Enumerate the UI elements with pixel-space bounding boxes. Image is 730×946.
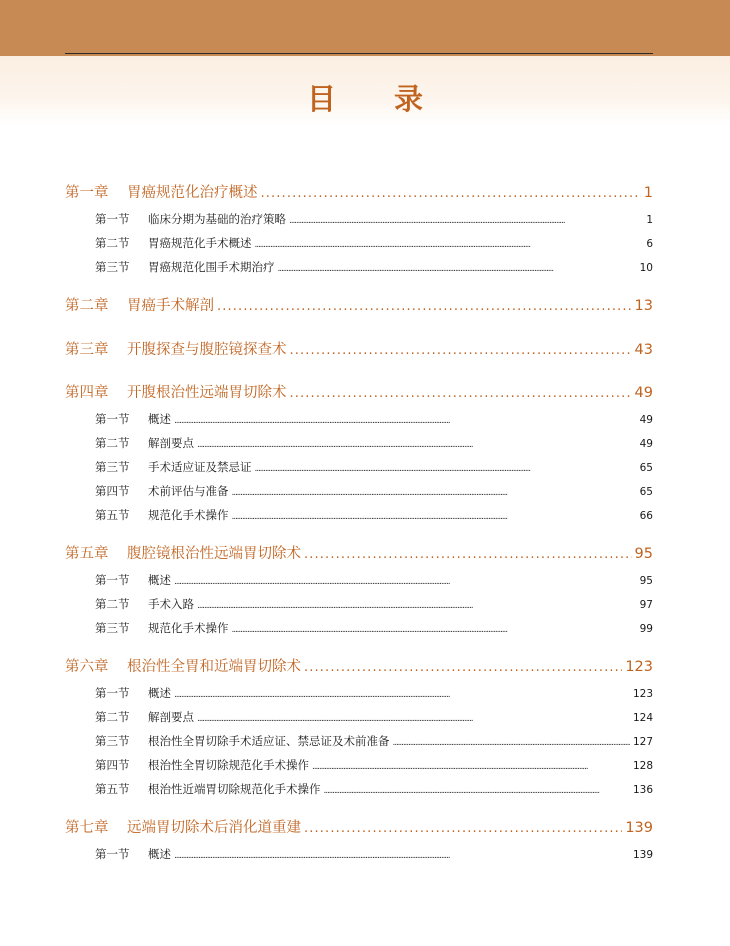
page-title: 目 录: [306, 82, 448, 116]
chapter-number: 第二章: [65, 298, 109, 314]
toc-section-entry[interactable]: [95, 733, 653, 749]
toc-section-entry[interactable]: [95, 596, 653, 612]
section-title: 手术适应证及禁忌证: [148, 460, 252, 474]
toc-section-entry[interactable]: [95, 781, 653, 797]
dot-leader: [304, 660, 622, 675]
dot-leader: [261, 186, 641, 201]
dot-leader: [289, 216, 643, 226]
page-number: 65: [639, 486, 653, 498]
toc-section-entry[interactable]: [95, 411, 653, 427]
page-number: 43: [634, 342, 653, 358]
toc-section-entry[interactable]: [95, 459, 653, 475]
section-number: 第四节: [95, 484, 130, 498]
toc-section-entry[interactable]: [95, 507, 653, 523]
page-number: 139: [632, 849, 653, 861]
chapter-title: 腹腔镜根治性远端胃切除术: [127, 546, 301, 562]
section-number: 第五节: [95, 508, 130, 522]
page-number: 1: [646, 214, 653, 226]
section-title: 手术入路: [148, 597, 194, 611]
page-number: 128: [632, 760, 653, 772]
section-title: 根治性全胃切除规范化手术操作: [148, 758, 309, 772]
chapter-title: 胃癌规范化治疗概述: [127, 185, 258, 201]
dot-leader: [174, 690, 630, 700]
section-number: 第三节: [95, 734, 130, 748]
page-number: 95: [639, 575, 653, 587]
page-number: 13: [634, 298, 653, 314]
dot-leader: [232, 488, 637, 498]
page-number: 6: [646, 238, 653, 250]
toc-section-entry[interactable]: [95, 235, 653, 251]
chapter-number: 第七章: [65, 820, 109, 836]
section-number: 第三节: [95, 460, 130, 474]
section-number: 第一节: [95, 847, 130, 861]
chapter-number: 第六章: [65, 659, 109, 675]
section-title: 概述: [148, 412, 171, 426]
page-number: 1: [643, 185, 653, 201]
header-band: [0, 0, 730, 56]
dot-leader: [174, 577, 637, 587]
dot-leader: [304, 821, 622, 836]
section-title: 根治性近端胃切除规范化手术操作: [148, 782, 321, 796]
dot-leader: [232, 625, 637, 635]
section-number: 第二节: [95, 710, 130, 724]
page-number: 95: [634, 546, 653, 562]
section-title: 解剖要点: [148, 710, 194, 724]
page-number: 123: [632, 688, 653, 700]
dot-leader: [290, 343, 632, 358]
toc-section-entry[interactable]: [95, 685, 653, 701]
dot-leader: [324, 786, 630, 796]
header-rule: [65, 53, 653, 54]
dot-leader: [197, 714, 630, 724]
section-number: 第一节: [95, 212, 130, 226]
section-number: 第二节: [95, 436, 130, 450]
section-number: 第五节: [95, 782, 130, 796]
dot-leader: [174, 416, 637, 426]
toc-section-entry[interactable]: [95, 572, 653, 588]
chapter-title: 根治性全胃和近端胃切除术: [127, 659, 301, 675]
page-number: 49: [634, 385, 653, 401]
dot-leader: [255, 464, 637, 474]
toc-section-entry[interactable]: [95, 709, 653, 725]
toc-section-entry[interactable]: [95, 620, 653, 636]
dot-leader: [290, 386, 632, 401]
section-number: 第三节: [95, 260, 130, 274]
dot-leader: [278, 264, 637, 274]
toc-chapter-entry[interactable]: [65, 816, 653, 836]
chapter-number: 第一章: [65, 185, 109, 201]
section-number: 第四节: [95, 758, 130, 772]
toc-chapter-entry[interactable]: [65, 338, 653, 358]
page-number: 99: [639, 623, 653, 635]
section-title: 规范化手术操作: [148, 621, 229, 635]
toc-section-entry[interactable]: [95, 435, 653, 451]
page-number: 10: [639, 262, 653, 274]
page-number: 66: [639, 510, 653, 522]
page-number: 136: [632, 784, 653, 796]
chapter-number: 第五章: [65, 546, 109, 562]
page-number: 139: [625, 820, 653, 836]
chapter-title: 远端胃切除术后消化道重建: [127, 820, 301, 836]
dot-leader: [174, 851, 630, 861]
chapter-number: 第四章: [65, 385, 109, 401]
dot-leader: [232, 512, 637, 522]
page-number: 97: [639, 599, 653, 611]
toc-chapter-entry[interactable]: [65, 294, 653, 314]
section-number: 第三节: [95, 621, 130, 635]
toc-section-entry[interactable]: [95, 211, 653, 227]
dot-leader: [304, 547, 632, 562]
dot-leader: [312, 762, 630, 772]
section-title: 术前评估与准备: [148, 484, 229, 498]
toc-chapter-entry[interactable]: [65, 381, 653, 401]
toc-chapter-entry[interactable]: [65, 181, 653, 201]
page-number: 123: [625, 659, 653, 675]
dot-leader: [197, 601, 637, 611]
section-title: 根治性全胃切除手术适应证、禁忌证及术前准备: [148, 734, 390, 748]
chapter-number: 第三章: [65, 342, 109, 358]
section-number: 第二节: [95, 236, 130, 250]
dot-leader: [255, 240, 644, 250]
section-title: 概述: [148, 847, 171, 861]
toc-section-entry[interactable]: [95, 259, 653, 275]
section-title: 临床分期为基础的治疗策略: [148, 212, 286, 226]
toc-section-entry[interactable]: [95, 846, 653, 862]
section-number: 第二节: [95, 597, 130, 611]
section-title: 解剖要点: [148, 436, 194, 450]
chapter-title: 开腹探查与腹腔镜探查术: [127, 342, 287, 358]
dot-leader: [393, 738, 630, 748]
page-number: 124: [632, 712, 653, 724]
page-number: 127: [632, 736, 653, 748]
section-title: 概述: [148, 686, 171, 700]
section-title: 胃癌规范化围手术期治疗: [148, 260, 275, 274]
toc-chapter-entry[interactable]: [65, 542, 653, 562]
chapter-title: 开腹根治性远端胃切除术: [127, 385, 287, 401]
dot-leader: [217, 299, 632, 314]
section-number: 第一节: [95, 686, 130, 700]
page-number: 65: [639, 462, 653, 474]
section-title: 概述: [148, 573, 171, 587]
section-title: 胃癌规范化手术概述: [148, 236, 252, 250]
toc-chapter-entry[interactable]: [65, 655, 653, 675]
section-number: 第一节: [95, 412, 130, 426]
page-number: 49: [639, 414, 653, 426]
toc-section-entry[interactable]: [95, 757, 653, 773]
chapter-title: 胃癌手术解剖: [127, 298, 214, 314]
section-number: 第一节: [95, 573, 130, 587]
page-number: 49: [639, 438, 653, 450]
toc-section-entry[interactable]: [95, 483, 653, 499]
section-title: 规范化手术操作: [148, 508, 229, 522]
dot-leader: [197, 440, 637, 450]
